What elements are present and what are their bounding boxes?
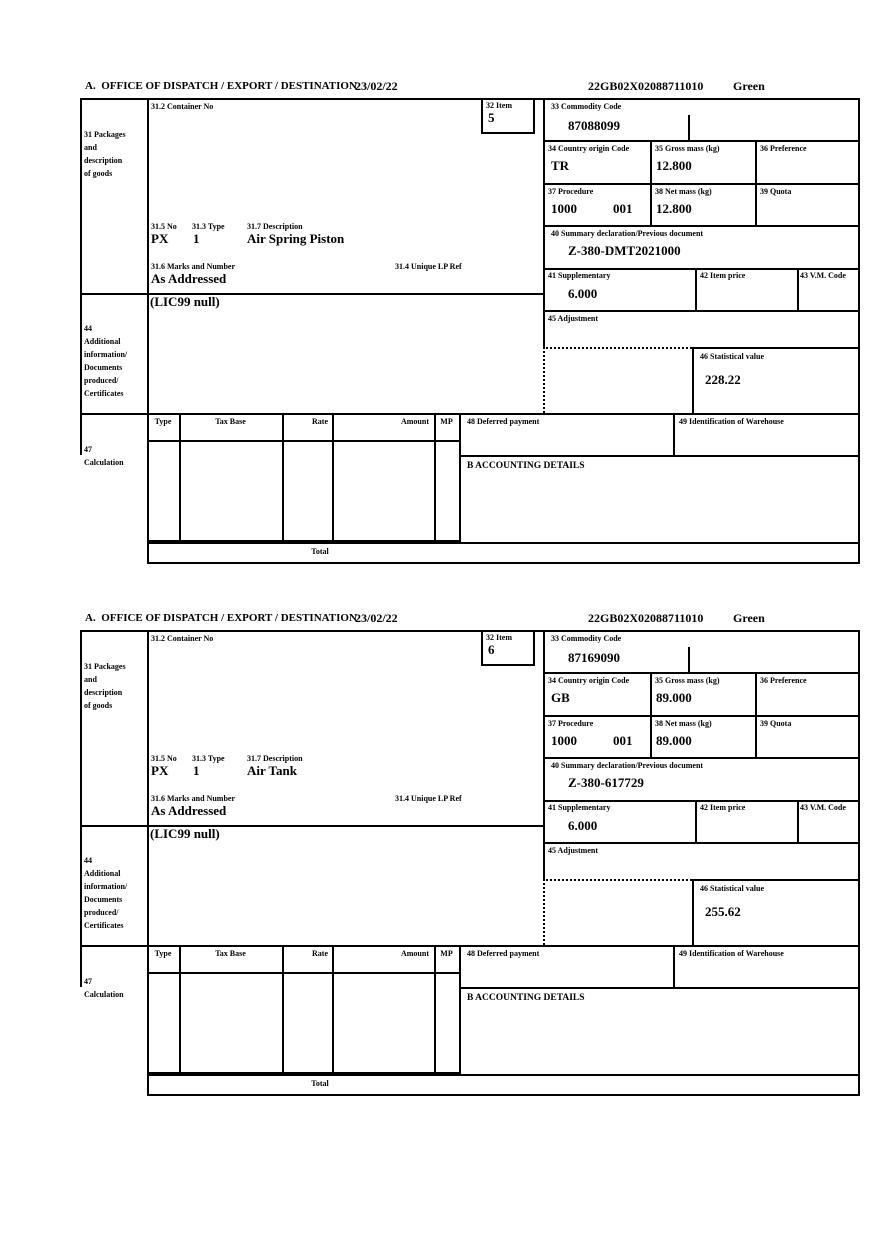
divider-line (692, 347, 694, 413)
divider-line (858, 630, 860, 1096)
office-of-dispatch-header: A. OFFICE OF DISPATCH / EXPORT / DESTINATION (85, 80, 357, 92)
procedure-label: 37 Procedure (548, 719, 594, 728)
description-label: 31.7 Description (247, 754, 303, 763)
divider-line (459, 987, 860, 989)
warehouse-id-label: 49 Identification of Warehouse (679, 949, 784, 958)
divider-line (147, 440, 461, 442)
divider-line (692, 879, 860, 881)
divider-line (650, 672, 652, 757)
statistical-value-label: 46 Statistical value (700, 352, 764, 361)
item-price-label: 42 Item price (700, 271, 746, 280)
packages-description-label: 31 Packages and description of goods (84, 662, 126, 710)
package-no-label: 31.5 No (151, 754, 177, 763)
preference-label: 36 Preference (760, 144, 807, 153)
divider-line (80, 945, 860, 947)
divider-line (459, 945, 461, 1072)
net-mass-label: 38 Net mass (kg) (655, 187, 712, 196)
marks-and-number-label: 31.6 Marks and Number (151, 794, 236, 803)
gross-mass-value: 12.800 (656, 158, 692, 173)
marks-value: As Addressed (151, 803, 227, 818)
warehouse-id-label: 49 Identification of Warehouse (679, 417, 784, 426)
adjustment-label: 45 Adjustment (548, 314, 599, 323)
divider-line (459, 455, 860, 457)
declaration-date: 23/02/22 (355, 611, 398, 625)
additional-information-label: 44 Additional information/ Documents produced/ Certificates (84, 324, 128, 398)
item-label: 32 Item (486, 633, 512, 642)
unique-lp-ref-label: 31.4 Unique LP Ref (395, 262, 462, 271)
divider-line (543, 225, 860, 227)
divider-line (858, 98, 860, 564)
previous-document-value: Z-380-DMT2021000 (568, 243, 681, 258)
package-type-value: 1 (193, 763, 200, 778)
routing-status: Green (733, 79, 765, 93)
additional-information-label: 44 Additional information/ Documents produced/ Certificates (84, 856, 128, 930)
divider-line (650, 140, 652, 225)
divider-line (692, 347, 860, 349)
divider-line (179, 945, 181, 1072)
divider-line (459, 413, 461, 540)
previous-document-value: Z-380-617729 (568, 775, 644, 790)
marks-value: As Addressed (151, 271, 227, 286)
total-row-box (147, 542, 860, 564)
commodity-code-label: 33 Commodity Code (551, 634, 622, 643)
column-tax-base-label: Tax Base (215, 417, 246, 426)
commodity-code-subdivider (688, 647, 690, 672)
office-of-dispatch-header: A. OFFICE OF DISPATCH / EXPORT / DESTINATION (85, 612, 357, 624)
divider-line (755, 672, 757, 757)
routing-status: Green (733, 611, 765, 625)
net-mass-label: 38 Net mass (kg) (655, 719, 712, 728)
divider-line (673, 413, 675, 455)
divider-line (543, 672, 860, 674)
dotted-divider-line (543, 879, 692, 881)
divider-line (80, 413, 860, 415)
divider-line (179, 413, 181, 540)
total-label: Total (311, 547, 329, 556)
total-label: Total (311, 1079, 329, 1088)
divider-line (543, 842, 860, 844)
procedure-label: 37 Procedure (548, 187, 594, 196)
column-type-label: Type (154, 417, 172, 426)
package-type-label: 31.3 Type (192, 754, 225, 763)
divider-line (80, 98, 860, 100)
gross-mass-label: 35 Gross mass (kg) (655, 676, 720, 685)
statistical-value-label: 46 Statistical value (700, 884, 764, 893)
divider-line (543, 715, 860, 717)
adjustment-label: 45 Adjustment (548, 846, 599, 855)
commodity-code-label: 33 Commodity Code (551, 102, 622, 111)
item-label: 32 Item (486, 101, 512, 110)
description-value: Air Tank (247, 763, 297, 778)
mrn-number: 22GB02X02088711010 (588, 611, 704, 625)
additional-info-value: (LIC99 null) (150, 826, 220, 841)
container-no-label: 31.2 Container No (151, 102, 214, 111)
procedure-extra-value: 001 (613, 733, 633, 748)
statistical-value: 228.22 (705, 372, 741, 387)
marks-and-number-label: 31.6 Marks and Number (151, 262, 236, 271)
divider-line (543, 268, 860, 270)
divider-line (673, 945, 675, 987)
column-type-label: Type (154, 949, 172, 958)
divider-line (797, 268, 799, 310)
divider-line (543, 310, 860, 312)
declaration-date: 23/02/22 (355, 79, 398, 93)
procedure-value: 1000 (551, 201, 577, 216)
accounting-details-label: B ACCOUNTING DETAILS (467, 461, 585, 471)
dotted-divider-line (543, 347, 692, 349)
column-mp-label: MP (440, 417, 453, 426)
package-no-label: 31.5 No (151, 222, 177, 231)
total-row-box (147, 1074, 860, 1096)
divider-line (543, 140, 860, 142)
divider-line (332, 945, 334, 1072)
divider-line (80, 630, 82, 987)
column-amount-label: Amount (400, 949, 429, 958)
description-value: Air Spring Piston (247, 231, 345, 246)
divider-line (695, 800, 697, 842)
procedure-extra-value: 001 (613, 201, 633, 216)
divider-line (282, 945, 284, 1072)
country-origin-value: TR (551, 158, 570, 173)
calculation-label: 47 Calculation (84, 445, 124, 467)
column-tax-base-label: Tax Base (215, 949, 246, 958)
gross-mass-label: 35 Gross mass (kg) (655, 144, 720, 153)
country-origin-label: 34 Country origin Code (548, 676, 630, 685)
supplementary-label: 41 Supplementary (548, 271, 611, 280)
divider-line (80, 98, 82, 455)
net-mass-value: 12.800 (656, 201, 692, 216)
packages-description-label: 31 Packages and description of goods (84, 130, 126, 178)
mrn-number: 22GB02X02088711010 (588, 79, 704, 93)
supplementary-value: 6.000 (568, 286, 598, 301)
additional-info-value: (LIC99 null) (150, 294, 220, 309)
divider-line (695, 268, 697, 310)
package-no-value: PX (151, 763, 169, 778)
statistical-value: 255.62 (705, 904, 741, 919)
divider-line (147, 972, 461, 974)
divider-line (797, 800, 799, 842)
country-origin-value: GB (551, 690, 570, 705)
deferred-payment-label: 48 Deferred payment (467, 417, 540, 426)
description-label: 31.7 Description (247, 222, 303, 231)
column-amount-label: Amount (400, 417, 429, 426)
declaration-item-block (0, 607, 882, 1099)
summary-declaration-label: 40 Summary declaration/Previous document (551, 229, 704, 238)
gross-mass-value: 89.000 (656, 690, 692, 705)
declaration-item-block (0, 75, 882, 567)
divider-line (282, 413, 284, 540)
quota-label: 39 Quota (760, 719, 792, 728)
divider-line (332, 413, 334, 540)
country-origin-label: 34 Country origin Code (548, 144, 630, 153)
summary-declaration-label: 40 Summary declaration/Previous document (551, 761, 704, 770)
supplementary-value: 6.000 (568, 818, 598, 833)
container-no-label: 31.2 Container No (151, 634, 214, 643)
divider-line (147, 98, 149, 542)
accounting-details-label: B ACCOUNTING DETAILS (467, 993, 585, 1003)
divider-line (80, 630, 860, 632)
item-price-label: 42 Item price (700, 803, 746, 812)
vm-code-label: 43 V.M. Code (800, 271, 846, 280)
dotted-divider-line (543, 879, 545, 945)
commodity-code-value: 87169090 (568, 650, 620, 665)
item-number-value: 5 (488, 110, 495, 125)
column-rate-label: Rate (312, 417, 328, 426)
commodity-code-subdivider (688, 115, 690, 140)
item-number-value: 6 (488, 642, 495, 657)
procedure-value: 1000 (551, 733, 577, 748)
preference-label: 36 Preference (760, 676, 807, 685)
net-mass-value: 89.000 (656, 733, 692, 748)
divider-line (147, 630, 149, 1074)
vm-code-label: 43 V.M. Code (800, 803, 846, 812)
package-type-label: 31.3 Type (192, 222, 225, 231)
divider-line (434, 945, 436, 1072)
divider-line (543, 800, 860, 802)
commodity-code-value: 87088099 (568, 118, 620, 133)
divider-line (543, 183, 860, 185)
supplementary-label: 41 Supplementary (548, 803, 611, 812)
unique-lp-ref-label: 31.4 Unique LP Ref (395, 794, 462, 803)
dotted-divider-line (543, 347, 545, 413)
quota-label: 39 Quota (760, 187, 792, 196)
column-mp-label: MP (440, 949, 453, 958)
package-no-value: PX (151, 231, 169, 246)
divider-line (543, 757, 860, 759)
calculation-label: 47 Calculation (84, 977, 124, 999)
column-rate-label: Rate (312, 949, 328, 958)
package-type-value: 1 (193, 231, 200, 246)
divider-line (692, 879, 694, 945)
divider-line (755, 140, 757, 225)
deferred-payment-label: 48 Deferred payment (467, 949, 540, 958)
divider-line (434, 413, 436, 540)
